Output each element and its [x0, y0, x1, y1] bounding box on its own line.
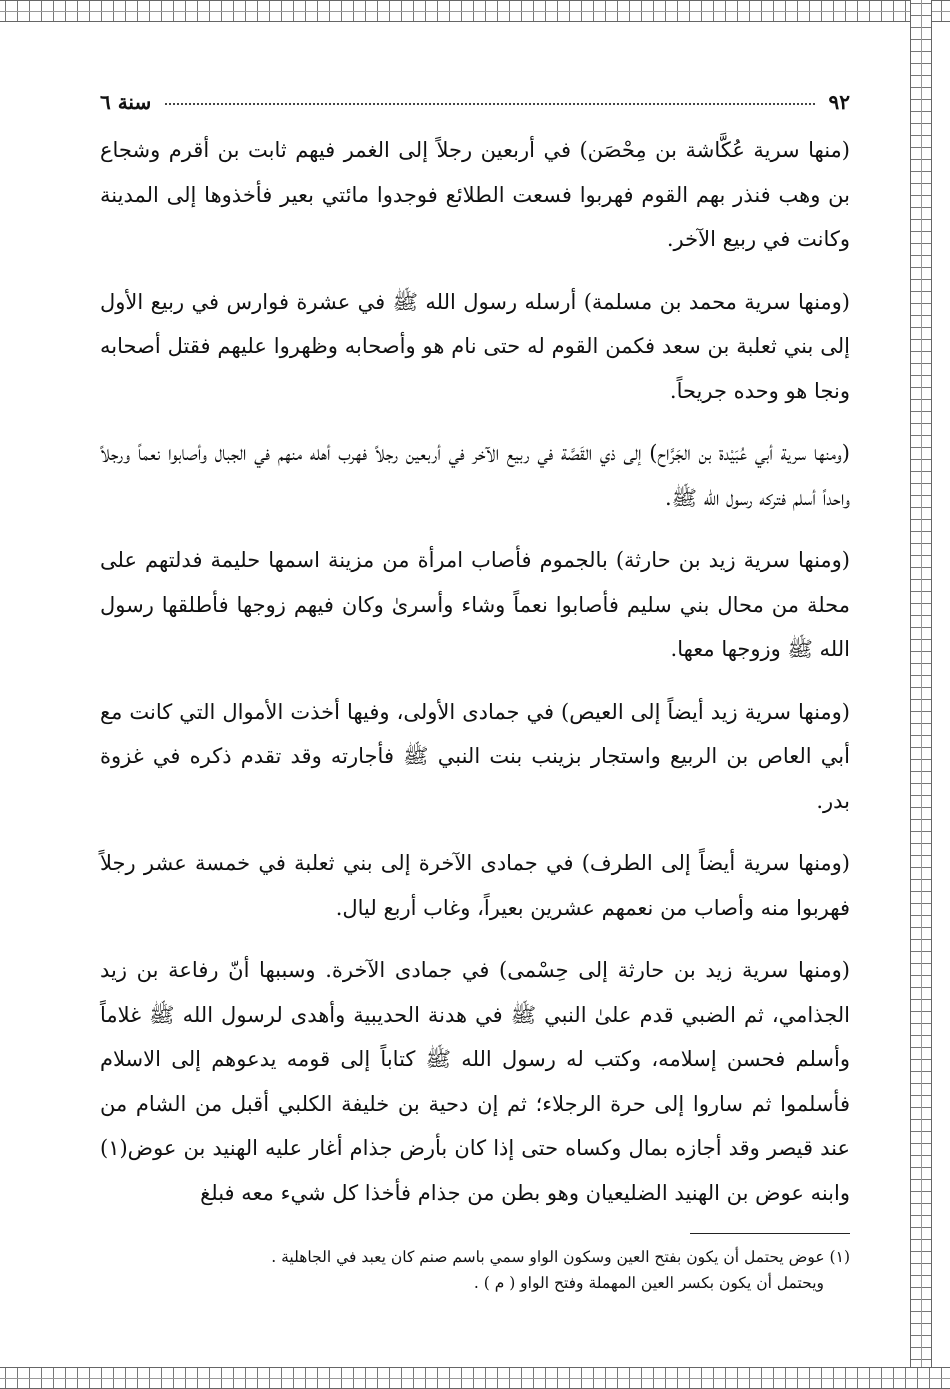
paragraph-hisma: (ومنها سرية زيد بن حارثة إلى حِسْمى) في جمادى الآخرة. وسببها أنّ رفاعة بن زيد الجذامي، ثم الضبي قدم علىٰ النبي ﷺ في هدنة الحديبية وأهدى لرسول الله ﷺ غلاماً وأسلم فحسن إسلامه، وكتب له رسول الله ﷺ كتاباً إلى قومه يدعوهم إلى الاسلام فأسلموا ثم ساروا إلى حرة الرجلاء؛ ثم إن دحية بن خليفة الكلبي أقبل من الشام من عند قيصر وقد أجازه بمال وكساه حتى إذا كان بأرض جذام أغار عليه الهنيد بن عوض(١) وابنه عوض بن الهنيد الضليعيان وهو بطن من جذام فأخذا كل شيء معه فبلغ — [100, 958, 850, 1205]
page-header — [100, 90, 850, 128]
paragraph-zayd-jumum: (ومنها سرية زيد بن حارثة) بالجموم فأصاب امرأة من مزينة اسمها حليمة فدلتهم على محلة من محال بني سليم فأصابوا نعماً وشاء وأسرىٰ وكان فيهم زوجها فأطلقها رسول الله ﷺ وزوجها معها. — [100, 548, 850, 661]
footnote-1: (١) عوض يحتمل أن يكون بفتح العين وسكون الواو سمي باسم صنم كان يعبد في الجاهلية . — [271, 1248, 850, 1266]
page-number: ٩٢ — [828, 90, 850, 114]
decorative-border-top — [0, 0, 950, 22]
footnote-1-continued: ويحتمل أن يكون بكسر العين المهملة وفتح الواو ( م ) . — [473, 1274, 824, 1292]
paragraph-zayd-ees: (ومنها سرية زيد أيضاً إلى العيص) في جمادى الأولى، وفيها أخذت الأموال التي كانت مع أبي العاص بن الربيع واستجار بزينب بنت النبي ﷺ فأجارته وقد تقدم ذكره في غزوة بدر. — [100, 699, 850, 813]
paragraph-ukkasha: (منها سرية عُكَّاشة بن مِحْصَن) في أربعين رجلاً إلى الغمر فيهم ثابت بن أقرم وشجاع بن وهب فنذر بهم القوم فهربوا فسعت الطلائع فوجدوا مائتي بعير فأخذوها إلى المدينة وكانت في ربيع الآخر. — [100, 138, 850, 251]
decorative-border-bottom — [0, 1367, 950, 1389]
footnote-separator — [690, 1233, 850, 1234]
book-page — [100, 90, 850, 1296]
header-dotted-rule — [165, 103, 814, 105]
paragraph-abu-ubayda: (ومنها سرية أبي عُبَيْدة بن الجَرَّاح) إلى ذي القَصَّة في ربيع الآخر في أربعين رجلاً فهرب أهله منهم في الجبال وأصابوا نعماً ورجلاً واحداً أسلم فتركه رسول الله ﷺ. — [100, 441, 850, 510]
paragraph-muhammad-bin-maslama: (ومنها سرية محمد بن مسلمة) أرسله رسول الله ﷺ في عشرة فوارس في ربيع الأول إلى بني ثعلبة بن سعد فكمن القوم له حتى نام هو وأصحابه وظهروا عليهم فقتل أصحابه ونجا هو وحده جريحاً. — [100, 289, 850, 403]
decorative-border-right — [910, 0, 932, 1389]
paragraph-taraf: (ومنها سرية أيضاً إلى الطرف) في جمادى الآخرة إلى بني ثعلبة في خمسة عشر رجلاً فهربوا منه وأصاب من نعمهم عشرين بعيراً، وغاب أربع ليال. — [100, 851, 850, 920]
running-title: سنة ٦ — [100, 90, 152, 114]
